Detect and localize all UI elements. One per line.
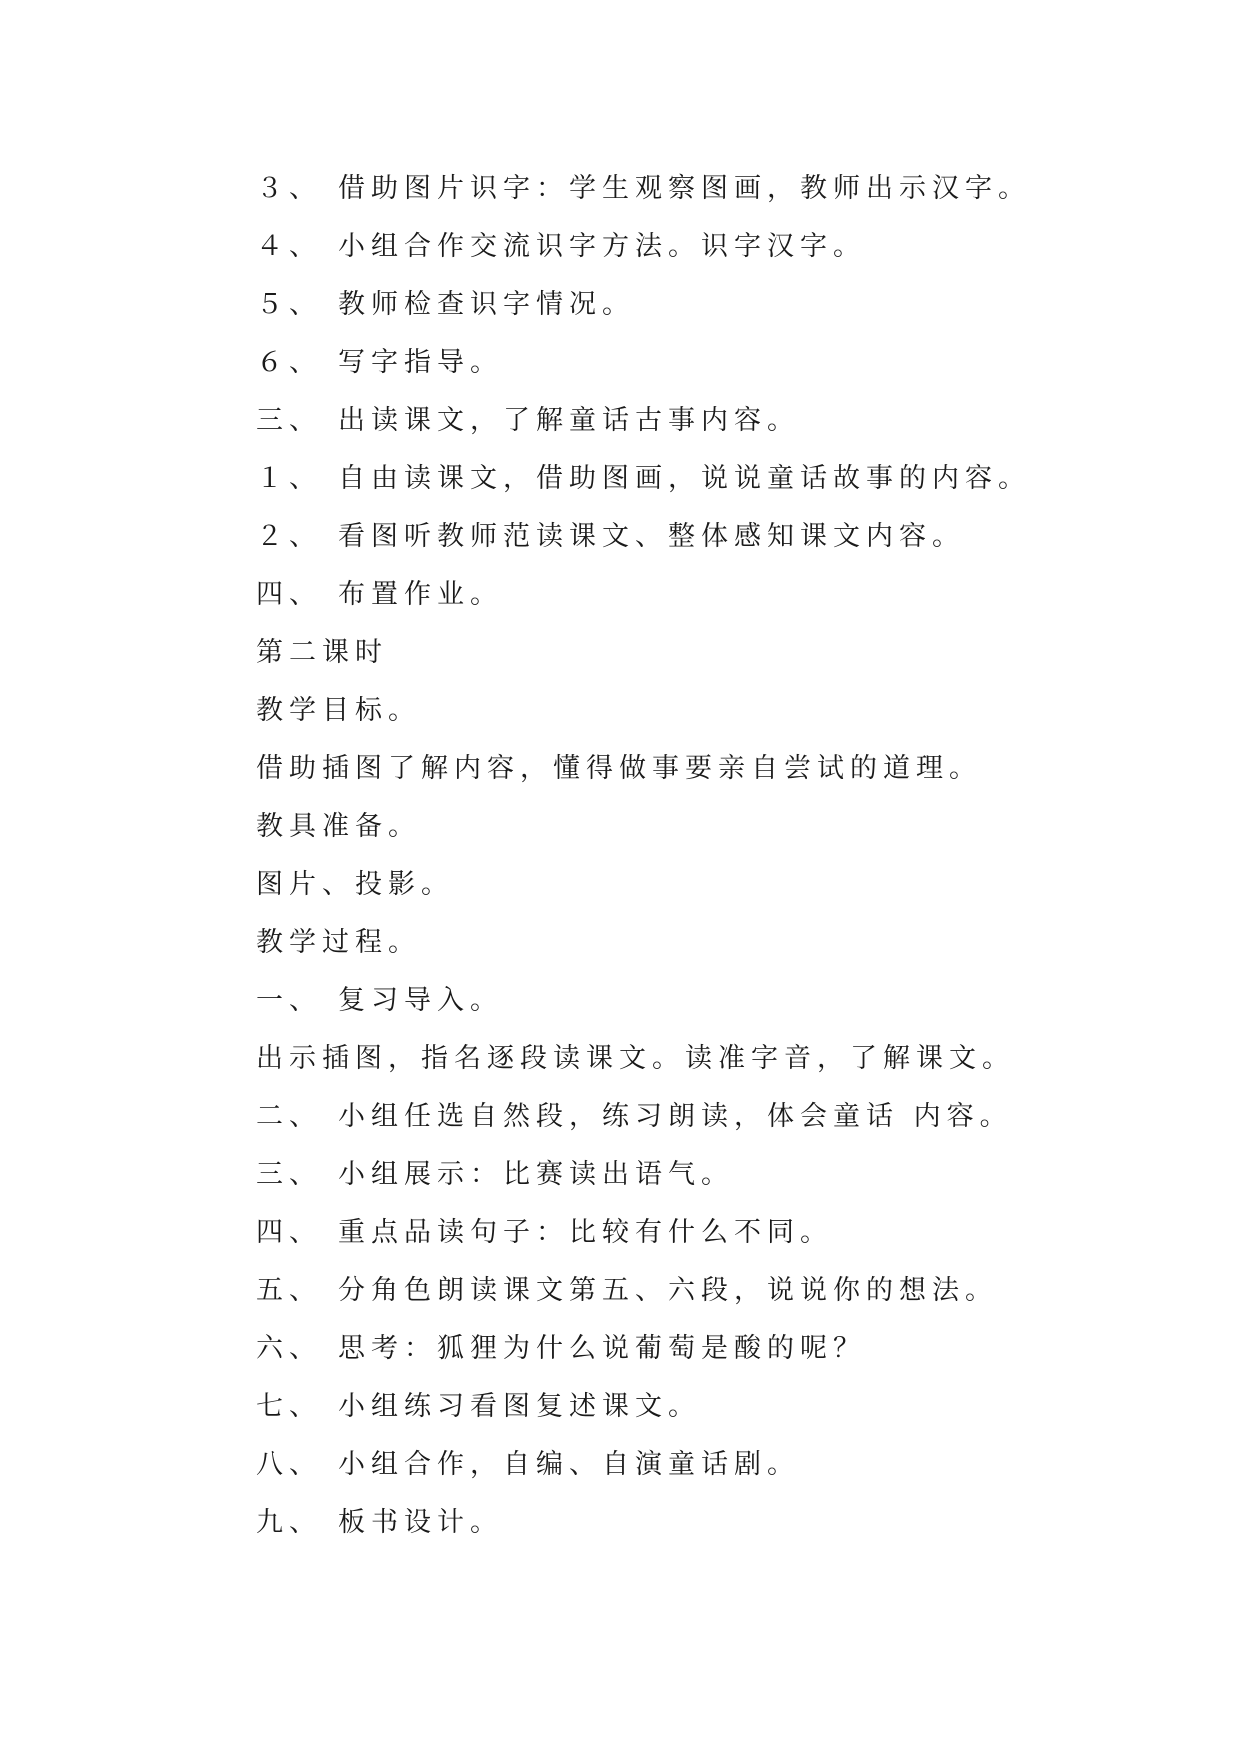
section-heading <box>256 566 1116 624</box>
item-text: 布置作业。 <box>338 579 503 610</box>
item-marker: 四、 <box>256 1217 322 1248</box>
item-marker: 四、 <box>256 579 322 610</box>
item-marker: 五、 <box>256 1275 322 1306</box>
item-text: 小组展示：比赛读出语气。 <box>338 1159 734 1190</box>
paragraph <box>256 1030 1116 1088</box>
document-body <box>256 160 1116 1552</box>
item-text: 小组任选自然段，练习朗读，体会童话 内容。 <box>338 1101 1013 1132</box>
item-marker: ６、 <box>256 347 322 378</box>
list-item <box>256 508 1116 566</box>
list-item <box>256 276 1116 334</box>
item-marker: 七、 <box>256 1391 322 1422</box>
section-heading <box>256 1204 1116 1262</box>
paragraph-text: 出示插图，指名逐段读课文。读准字音，了解课文。 <box>256 1043 1015 1074</box>
list-item <box>256 334 1116 392</box>
item-text: 思考：狐狸为什么说葡萄是酸的呢？ <box>338 1333 866 1364</box>
item-marker: 三、 <box>256 1159 322 1190</box>
section-heading <box>256 1320 1116 1378</box>
item-text: 重点品读句子：比较有什么不同。 <box>338 1217 833 1248</box>
item-marker: 二、 <box>256 1101 322 1132</box>
section-heading <box>256 1146 1116 1204</box>
paragraph-text: 教学过程。 <box>256 927 421 958</box>
item-text: 小组练习看图复述课文。 <box>338 1391 701 1422</box>
paragraph <box>256 740 1116 798</box>
item-marker: 一、 <box>256 985 322 1016</box>
item-marker: 六、 <box>256 1333 322 1364</box>
list-item <box>256 160 1116 218</box>
item-text: 出读课文，了解童话古事内容。 <box>338 405 800 436</box>
paragraph <box>256 856 1116 914</box>
item-text: 写字指导。 <box>338 347 503 378</box>
item-marker: １、 <box>256 463 322 494</box>
section-heading <box>256 392 1116 450</box>
item-text: 小组合作交流识字方法。识字汉字。 <box>338 231 866 262</box>
item-marker: ５、 <box>256 289 322 320</box>
section-heading <box>256 1262 1116 1320</box>
item-text: 复习导入。 <box>338 985 503 1016</box>
list-item <box>256 450 1116 508</box>
paragraph-text: 第二课时 <box>256 637 388 668</box>
item-marker: 八、 <box>256 1449 322 1480</box>
section-heading <box>256 1088 1116 1146</box>
item-text: 看图听教师范读课文、整体感知课文内容。 <box>338 521 965 552</box>
item-text: 板书设计。 <box>338 1507 503 1538</box>
paragraph-text: 教学目标。 <box>256 695 421 726</box>
item-marker: ３、 <box>256 173 322 204</box>
section-heading <box>256 1436 1116 1494</box>
paragraph <box>256 798 1116 856</box>
item-marker: 三、 <box>256 405 322 436</box>
list-item <box>256 218 1116 276</box>
paragraph-text: 图片、投影。 <box>256 869 454 900</box>
item-text: 教师检查识字情况。 <box>338 289 635 320</box>
paragraph <box>256 682 1116 740</box>
item-marker: ２、 <box>256 521 322 552</box>
item-text: 分角色朗读课文第五、六段，说说你的想法。 <box>338 1275 998 1306</box>
section-heading <box>256 1378 1116 1436</box>
section-heading <box>256 972 1116 1030</box>
section-heading <box>256 1494 1116 1552</box>
item-text: 小组合作，自编、自演童话剧。 <box>338 1449 800 1480</box>
item-text: 自由读课文，借助图画，说说童话故事的内容。 <box>338 463 1031 494</box>
item-text: 借助图片识字：学生观察图画，教师出示汉字。 <box>338 173 1031 204</box>
paragraph-text: 教具准备。 <box>256 811 421 842</box>
item-marker: 九、 <box>256 1507 322 1538</box>
item-marker: ４、 <box>256 231 322 262</box>
paragraph <box>256 914 1116 972</box>
lesson-title <box>256 624 1116 682</box>
paragraph-text: 借助插图了解内容，懂得做事要亲自尝试的道理。 <box>256 753 982 784</box>
